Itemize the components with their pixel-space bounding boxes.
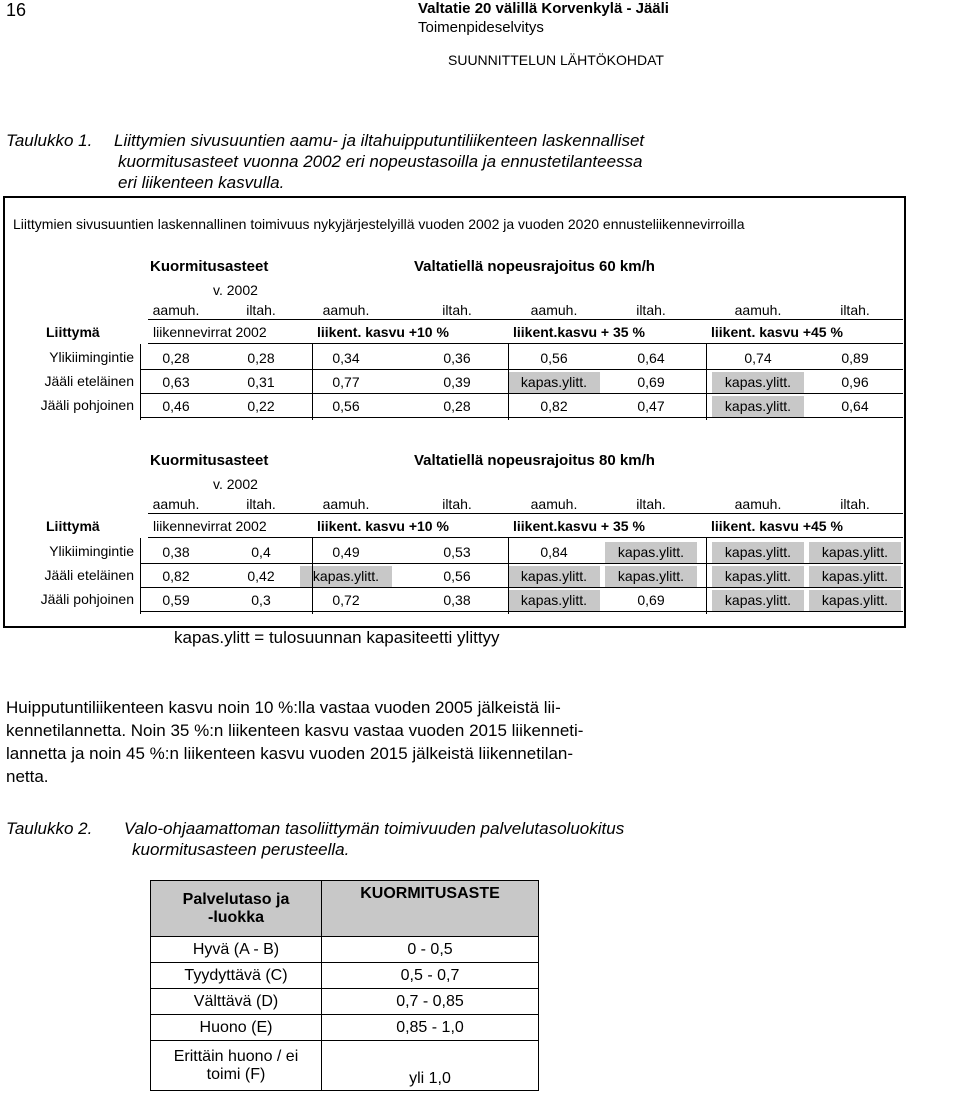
load-value-cell: 0,63	[162, 374, 190, 390]
table1-caption-label: Taulukko 1.	[6, 131, 93, 150]
table-row-line	[140, 393, 903, 394]
group-label: liikent. kasvu +10 %	[317, 324, 449, 340]
table-row-line	[140, 417, 903, 418]
table-row-line	[140, 369, 903, 370]
group-label: liikennevirrat 2002	[153, 518, 267, 534]
capacity-exceeded-cell: kapas.ylitt.	[605, 566, 697, 587]
column-divider	[508, 538, 509, 614]
level-cell: Huono (E)	[151, 1015, 322, 1041]
column-divider	[140, 538, 141, 614]
period-label: aamuh.	[322, 496, 370, 512]
period-row-line	[148, 513, 903, 514]
load-value-cell: 0,64	[637, 350, 665, 366]
load-value-cell: 0,47	[637, 398, 665, 414]
capacity-exceeded-cell: kapas.ylitt.	[712, 590, 804, 611]
period-label: iltah.	[442, 496, 472, 512]
range-cell: 0 - 0,5	[322, 937, 539, 963]
load-value-cell: 0,64	[841, 398, 869, 414]
level-header	[151, 881, 322, 937]
load-value-cell: 0,38	[162, 544, 190, 560]
load-value-cell: 0,28	[162, 350, 190, 366]
paragraph-line: netta.	[6, 767, 49, 786]
load-value-cell: 0,84	[540, 544, 568, 560]
service-level-table	[150, 880, 539, 1091]
period-label: iltah.	[840, 496, 870, 512]
capacity-exceeded-cell: kapas.ylitt.	[712, 396, 804, 417]
period-label: iltah.	[636, 496, 666, 512]
column-divider	[312, 344, 313, 420]
level-header-line: -luokka	[207, 908, 264, 926]
load-value-cell: 0,31	[247, 374, 275, 390]
group-label: liikent. kasvu +10 %	[317, 518, 449, 534]
load-value-cell: 0,46	[162, 398, 190, 414]
year-label: v. 2002	[213, 282, 258, 298]
load-value-cell: 0,3	[251, 592, 271, 608]
group-label: liikent. kasvu +45 %	[711, 518, 843, 534]
load-value-cell: 0,89	[841, 350, 869, 366]
load-value-cell: 0,36	[443, 350, 471, 366]
column-divider	[706, 344, 707, 420]
table2-caption-label: Taulukko 2.	[6, 819, 93, 838]
paragraph-line: lannetta ja noin 45 %:n liikenteen kasvu vuoden 2015 jälkeistä liikennetilan-	[6, 744, 574, 763]
paragraph-line: Huipputuntiliikenteen kasvu noin 10 %:lla vastaa vuoden 2005 jälkeistä lii-	[6, 698, 561, 717]
paragraph-line: kennetilannetta. Noin 35 %:n liikenteen kasvu vastaa vuoden 2015 liikenneti-	[6, 721, 584, 740]
capacity-exceeded-cell: kapas.ylitt.	[712, 566, 804, 587]
header-section: SUUNNITTELUN LÄHTÖKOHDAT	[448, 52, 664, 68]
period-label: aamuh.	[734, 302, 782, 318]
period-label: iltah.	[246, 496, 276, 512]
column-divider	[706, 538, 707, 614]
period-label: iltah.	[636, 302, 666, 318]
load-value-cell: 0,72	[332, 592, 360, 608]
period-label: iltah.	[442, 302, 472, 318]
table1-caption-line: Liittymien sivusuuntien aamu- ja iltahuipputuntiliikenteen laskennalliset	[114, 131, 645, 150]
level-cell: Tyydyttävä (C)	[151, 963, 322, 989]
column-divider	[140, 344, 141, 420]
table-row-line	[140, 611, 903, 612]
capacity-exceeded-cell: kapas.ylitt.	[809, 542, 901, 563]
capacity-exceeded-cell: kapas.ylitt.	[508, 590, 600, 611]
header-title: Valtatie 20 välillä Korvenkylä - Jääli	[418, 0, 669, 17]
group-row-line	[148, 343, 903, 344]
range-cell: 0,85 - 1,0	[322, 1015, 539, 1041]
capacity-exceeded-cell: kapas.ylitt.	[809, 590, 901, 611]
period-row-line	[148, 319, 903, 320]
column-divider	[508, 344, 509, 420]
period-label: iltah.	[246, 302, 276, 318]
group-label: liikent.kasvu + 35 %	[513, 324, 645, 340]
table1-caption-line: kuormitusasteet vuonna 2002 eri nopeustasoilla ja ennustetilanteessa	[118, 152, 643, 171]
kuormitusasteet-label: Kuormitusasteet	[150, 258, 269, 275]
period-label: aamuh.	[734, 496, 782, 512]
load-value-cell: 0,74	[744, 350, 772, 366]
liittyma-label: Liittymä	[46, 324, 100, 340]
period-label: aamuh.	[152, 496, 200, 512]
load-value-cell: 0,38	[443, 592, 471, 608]
kapas-note: kapas.ylitt = tulosuunnan kapasiteetti ylittyy	[174, 628, 500, 647]
capacity-exceeded-cell: kapas.ylitt.	[508, 566, 600, 587]
capacity-exceeded-cell: kapas.ylitt.	[605, 542, 697, 563]
growth-paragraph	[6, 696, 706, 788]
capacity-exceeded-cell: kapas.ylitt.	[300, 566, 392, 587]
range-cell: 0,7 - 0,85	[322, 989, 539, 1015]
period-label: aamuh.	[322, 302, 370, 318]
table2-caption-line: kuormitusasteen perusteella.	[132, 840, 350, 859]
period-label: aamuh.	[530, 496, 578, 512]
capacity-exceeded-cell: kapas.ylitt.	[809, 566, 901, 587]
table-row-line	[140, 563, 903, 564]
liittyma-label: Liittymä	[46, 518, 100, 534]
capacity-exceeded-cell: kapas.ylitt.	[508, 372, 600, 393]
load-value-cell: 0,69	[637, 374, 665, 390]
period-label: iltah.	[840, 302, 870, 318]
table2-caption	[6, 818, 726, 860]
level-header-line: Palvelutaso ja	[182, 890, 290, 908]
level-cell: Välttävä (D)	[151, 989, 322, 1015]
junction-name: Jääli eteläinen	[44, 373, 134, 389]
year-label: v. 2002	[213, 476, 258, 492]
junction-name: Ylikiimingintie	[49, 543, 134, 559]
level-cell-line: toimi (F)	[206, 1065, 266, 1083]
load-value-cell: 0,82	[162, 568, 190, 584]
group-row-line	[148, 537, 903, 538]
load-value-cell: 0,82	[540, 398, 568, 414]
table2-caption-line: Valo-ohjaamattoman tasoliittymän toimivuuden palvelutasoluokitus	[124, 819, 625, 838]
group-label: liikennevirrat 2002	[153, 324, 267, 340]
junction-name: Jääli pohjoinen	[40, 591, 134, 607]
junction-name: Jääli eteläinen	[44, 567, 134, 583]
group-label: liikent. kasvu +45 %	[711, 324, 843, 340]
level-cell	[151, 1041, 322, 1091]
load-value-cell: 0,96	[841, 374, 869, 390]
level-cell: Hyvä (A - B)	[151, 937, 322, 963]
table-row-line	[140, 587, 903, 588]
capacity-exceeded-cell: kapas.ylitt.	[712, 372, 804, 393]
table1-caption-line: eri liikenteen kasvulla.	[118, 173, 285, 192]
junction-name: Jääli pohjoinen	[40, 397, 134, 413]
range-cell: yli 1,0	[322, 1041, 539, 1091]
group-label: liikent.kasvu + 35 %	[513, 518, 645, 534]
load-value-cell: 0,28	[443, 398, 471, 414]
speed-limit-label: Valtatiellä nopeusrajoitus 80 km/h	[414, 452, 655, 469]
load-value-cell: 0,28	[247, 350, 275, 366]
period-label: aamuh.	[152, 302, 200, 318]
load-value-cell: 0,56	[540, 350, 568, 366]
load-value-cell: 0,42	[247, 568, 275, 584]
load-value-cell: 0,53	[443, 544, 471, 560]
column-divider	[312, 538, 313, 614]
load-value-cell: 0,77	[332, 374, 360, 390]
load-value-cell: 0,69	[637, 592, 665, 608]
level-cell-line: Erittäin huono / ei	[173, 1047, 299, 1065]
junction-name: Ylikiimingintie	[49, 349, 134, 365]
capacity-exceeded-cell: kapas.ylitt.	[712, 542, 804, 563]
period-label: aamuh.	[530, 302, 578, 318]
range-header: KUORMITUSASTE	[322, 881, 539, 937]
range-cell: 0,5 - 0,7	[322, 963, 539, 989]
load-value-cell: 0,56	[332, 398, 360, 414]
load-value-cell: 0,59	[162, 592, 190, 608]
load-value-cell: 0,56	[443, 568, 471, 584]
load-value-cell: 0,39	[443, 374, 471, 390]
load-value-cell: 0,34	[332, 350, 360, 366]
speed-limit-label: Valtatiellä nopeusrajoitus 60 km/h	[414, 258, 655, 275]
load-value-cell: 0,22	[247, 398, 275, 414]
page-number: 16	[6, 0, 27, 20]
header-subtitle: Toimenpideselvitys	[418, 19, 544, 36]
load-value-cell: 0,4	[251, 544, 271, 560]
table1-caption	[6, 130, 706, 193]
load-value-cell: 0,49	[332, 544, 360, 560]
kuormitusasteet-label: Kuormitusasteet	[150, 452, 269, 469]
results-box-title: Liittymien sivusuuntien laskennallinen toimivuus nykyjärjestelyillä vuoden 2002 ja vuoden 2020 ennusteliikennevirroilla	[13, 216, 745, 232]
